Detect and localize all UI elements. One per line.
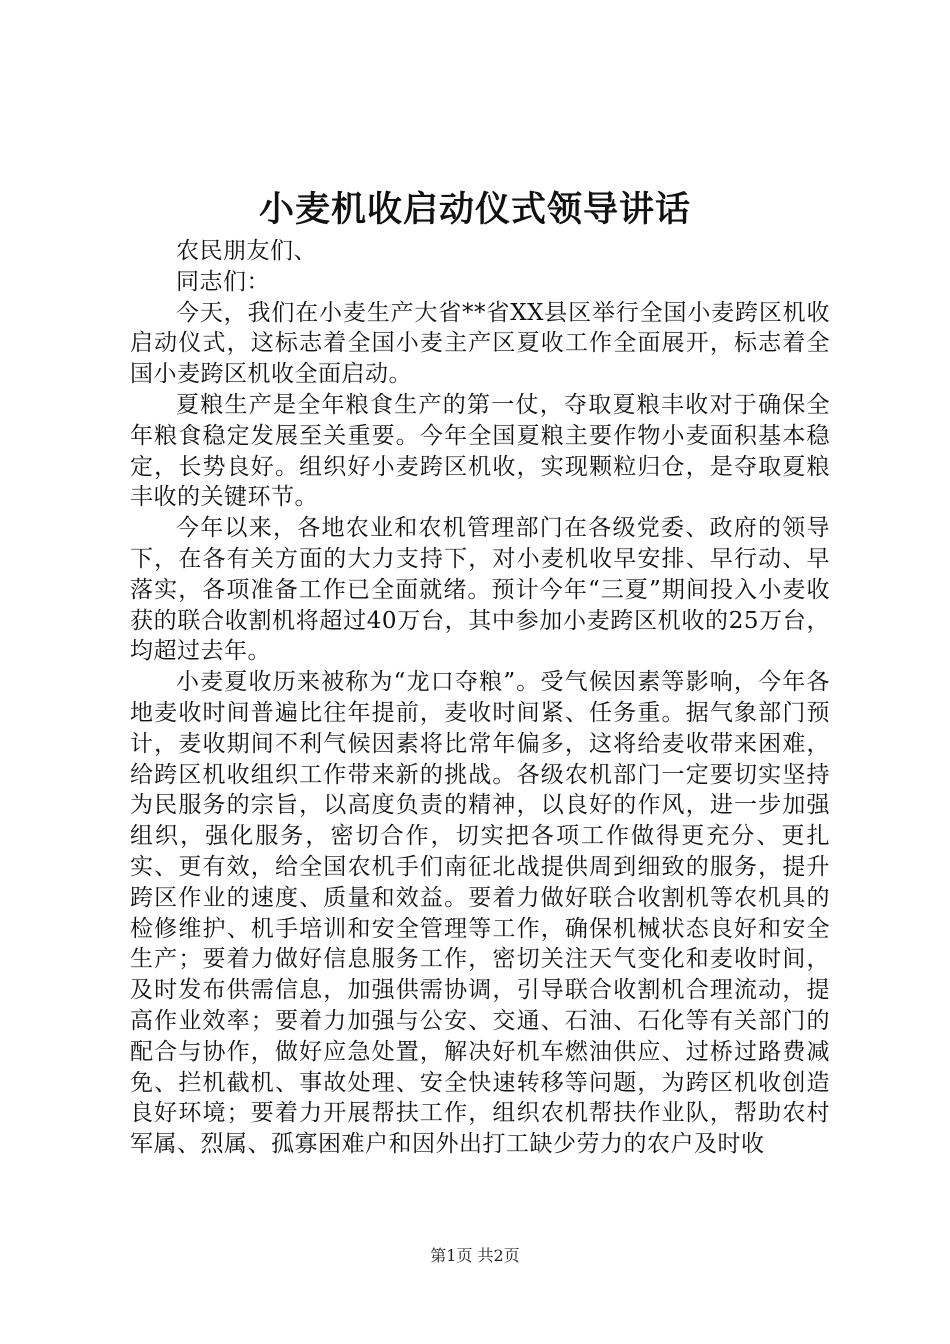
salutation-line-1: 农民朋友们、 [176,238,317,264]
document-title: 小麦机收启动仪式领导讲话 [258,189,691,230]
salutation-line-2: 同志们： [176,268,270,295]
paragraph-summer-grain: 夏粮生产是全年粮食生产的第一仗，夺取夏粮丰收对于确保全年粮食稳定发展至关重要。今年全国夏粮主要作物小麦面积基本稳定，长势良好。组织好小麦跨区机收，实现颗粒归仓，是夺取夏粮丰收的关键环节。 [130,391,830,511]
page-number-footer: 第1页 共2页 [430,1246,520,1265]
document-body [130,236,830,1160]
paragraph-requirements: 小麦夏收历来被称为“龙口夺粮”。受气候因素等影响，今年各地麦收时间普遍比往年提前，麦收时间紧、任务重。据气象部门预计，麦收期间不利气候因素将比常年偏多，这将给麦收带来困难，给跨区机收组织工作带来新的挑战。各级农机部门一定要切实坚持为民服务的宗旨，以高度负责的精神，以良好的作风，进一步加强组织，强化服务，密切合作，切实把各项工作做得更充分、更扎实、更有效，给全国农机手们南征北战提供周到细致的服务，提升跨区作业的速度、质量和效益。要着力做好联合收割机等农机具的检修维护、机手培训和安全管理等工作，确保机械状态良好和安全生产；要着力做好信息服务工作，密切关注天气变化和麦收时间，及时发布供需信息，加强供需协调，引导联合收割机合理流动，提高作业效率；要着力加强与公安、交通、石油、石化等有关部门的配合与协作，做好应急处置，解决好机车燃油供应、过桥过路费减免、拦机截机、事故处理、安全快速转移等问题，为跨区机收创造良好环境；要着力开展帮扶工作，组织农机帮扶作业队，帮助农村军属、烈属、孤寡困难户和因外出打工缺少劳力的农户及时收 [130,669,830,1158]
paragraph-preparation: 今年以来，各地农业和农机管理部门在各级党委、政府的领导下，在各有关方面的大力支持下，对小麦机收早安排、早行动、早落实，各项准备工作已全面就绪。预计今年“三夏”期间投入小麦收获的联合收割机将超过40万台，其中参加小麦跨区机收的25万台，均超过去年。 [130,515,830,665]
paragraph-opening: 今天，我们在小麦生产大省**省XX县区举行全国小麦跨区机收启动仪式，这标志着全国小麦主产区夏收工作全面展开，标志着全国小麦跨区机收全面启动。 [130,299,830,388]
